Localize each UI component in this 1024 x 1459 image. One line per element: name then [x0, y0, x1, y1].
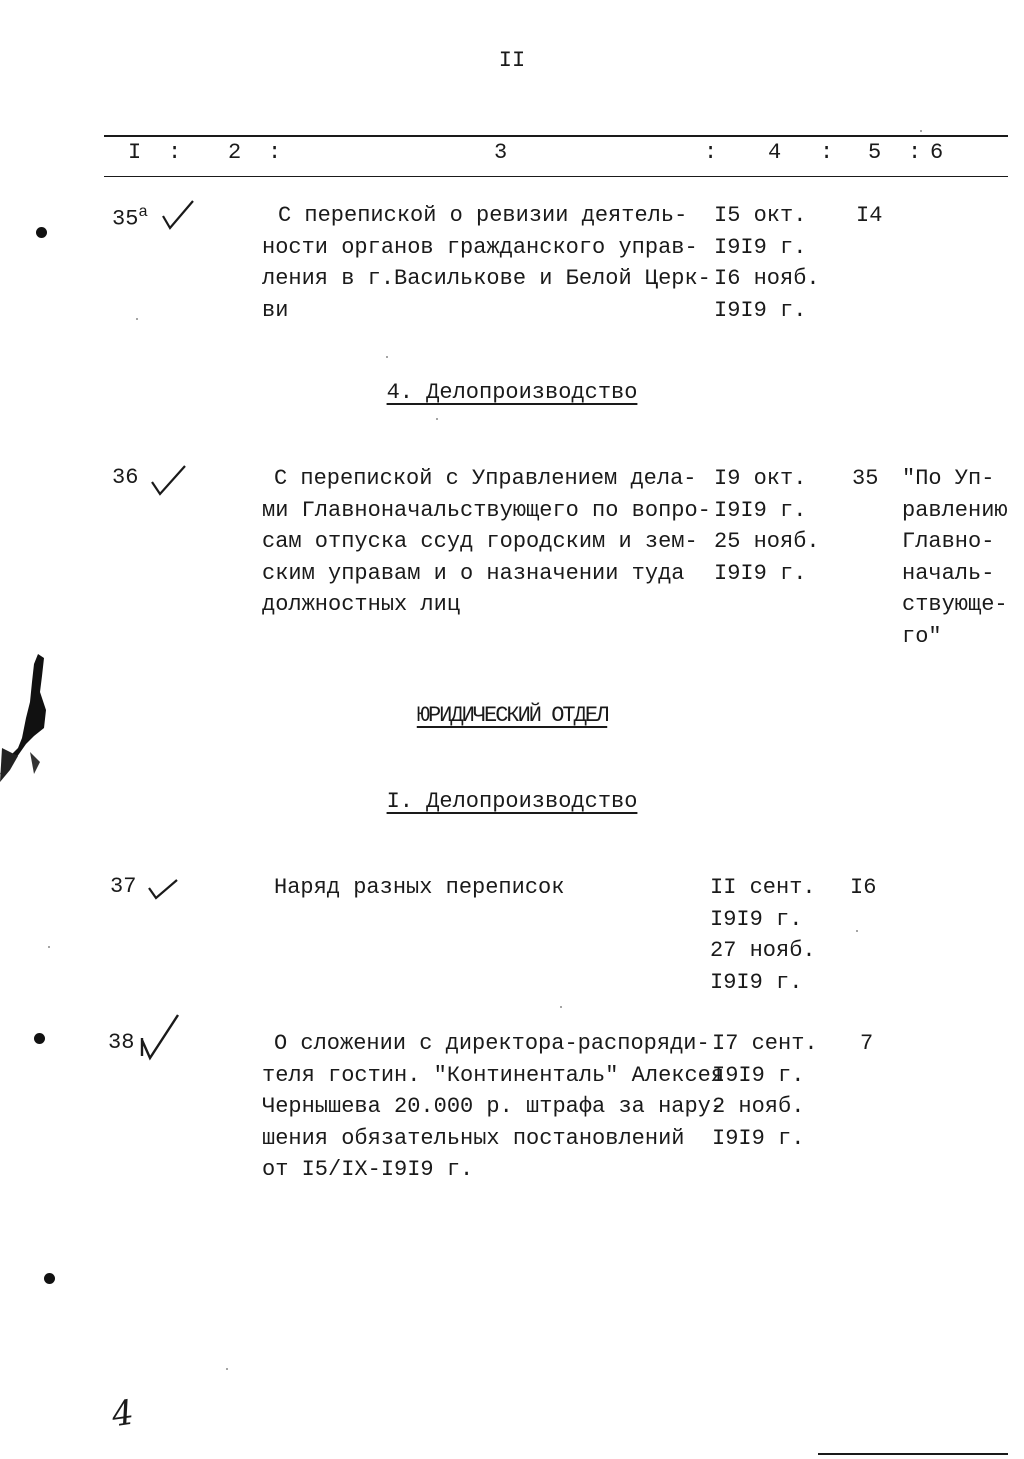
header-separator: : [168, 140, 182, 165]
header-col-4: 4 [768, 140, 782, 165]
header-separator: : [820, 140, 834, 165]
header-col-5: 5 [868, 140, 882, 165]
speck [920, 130, 922, 132]
department-heading: ЮРИДИЧЕСКИЙ ОТДЕЛ [416, 703, 608, 728]
check-mark-icon [160, 198, 196, 232]
record-sheets: 35 [852, 466, 879, 491]
record-dates: I7 сент. I9I9 г. 2 нояб. I9I9 г. [712, 1031, 818, 1151]
handwritten-mark: 4 [109, 1392, 137, 1436]
speck [436, 418, 438, 420]
record-note: "По Уп- равлению Главно- началь- ствующе- го" [902, 466, 1008, 649]
page-number: II [498, 48, 526, 73]
record-number: 38 [108, 1030, 135, 1055]
bottom-rule [818, 1453, 1008, 1455]
header-bottom-rule [104, 176, 1008, 177]
check-mark-icon [146, 876, 180, 902]
binding-hole [44, 1273, 55, 1284]
header-col-1: I [128, 140, 142, 165]
record-title: Наряд разных переписок [274, 875, 565, 900]
header-col-2: 2 [228, 140, 242, 165]
section-heading: 4. Делопроизводство [386, 380, 638, 405]
header-top-rule [104, 135, 1008, 137]
header-col-3: 3 [494, 140, 508, 165]
record-dates: II сент. I9I9 г. 27 нояб. I9I9 г. [710, 875, 816, 995]
header-separator: : [908, 140, 922, 165]
section-heading: I. Делопроизводство [386, 789, 638, 814]
check-mark-icon [148, 462, 188, 498]
header-separator: : [704, 140, 718, 165]
check-mark-icon [138, 1012, 182, 1064]
record-sheets: I6 [850, 875, 877, 900]
record-number: 37 [110, 874, 137, 899]
record-title: С перепиской о ревизии деятель- ности органов гражданского управ- ления в г.Василькове и Белой Церк- ви [262, 203, 711, 323]
speck [560, 1006, 562, 1008]
torn-edge-mark [0, 652, 52, 784]
record-number: 36 [112, 465, 139, 490]
speck [136, 318, 138, 320]
speck [386, 356, 388, 358]
header-col-6: 6 [930, 140, 944, 165]
record-sheets: 7 [860, 1031, 874, 1056]
record-number: $35^а$ [112, 203, 149, 232]
record-sheets: I4 [856, 203, 883, 228]
record-dates: I9 окт. I9I9 г. 25 нояб. I9I9 г. [714, 466, 820, 586]
binding-hole [36, 227, 47, 238]
record-title: О сложении с директора-распоряди- теля гостин. "Континенталь" Алексея Чернышева 20.000 р. штрафа за нару- шения обязательных постановлений от I5/IX-I9I9 г. [262, 1031, 725, 1182]
record-dates: I5 окт. I9I9 г. I6 нояб. I9I9 г. [714, 203, 820, 323]
header-separator: : [268, 140, 282, 165]
speck [48, 946, 50, 948]
speck [226, 1368, 228, 1370]
record-title: С перепиской с Управлением дела- ми Главноначальствующего по вопро- сам отпуска ссуд городским и зем- ским управам и о назначении туда должностных лиц [262, 466, 711, 617]
speck [856, 930, 858, 932]
binding-hole [34, 1033, 45, 1044]
